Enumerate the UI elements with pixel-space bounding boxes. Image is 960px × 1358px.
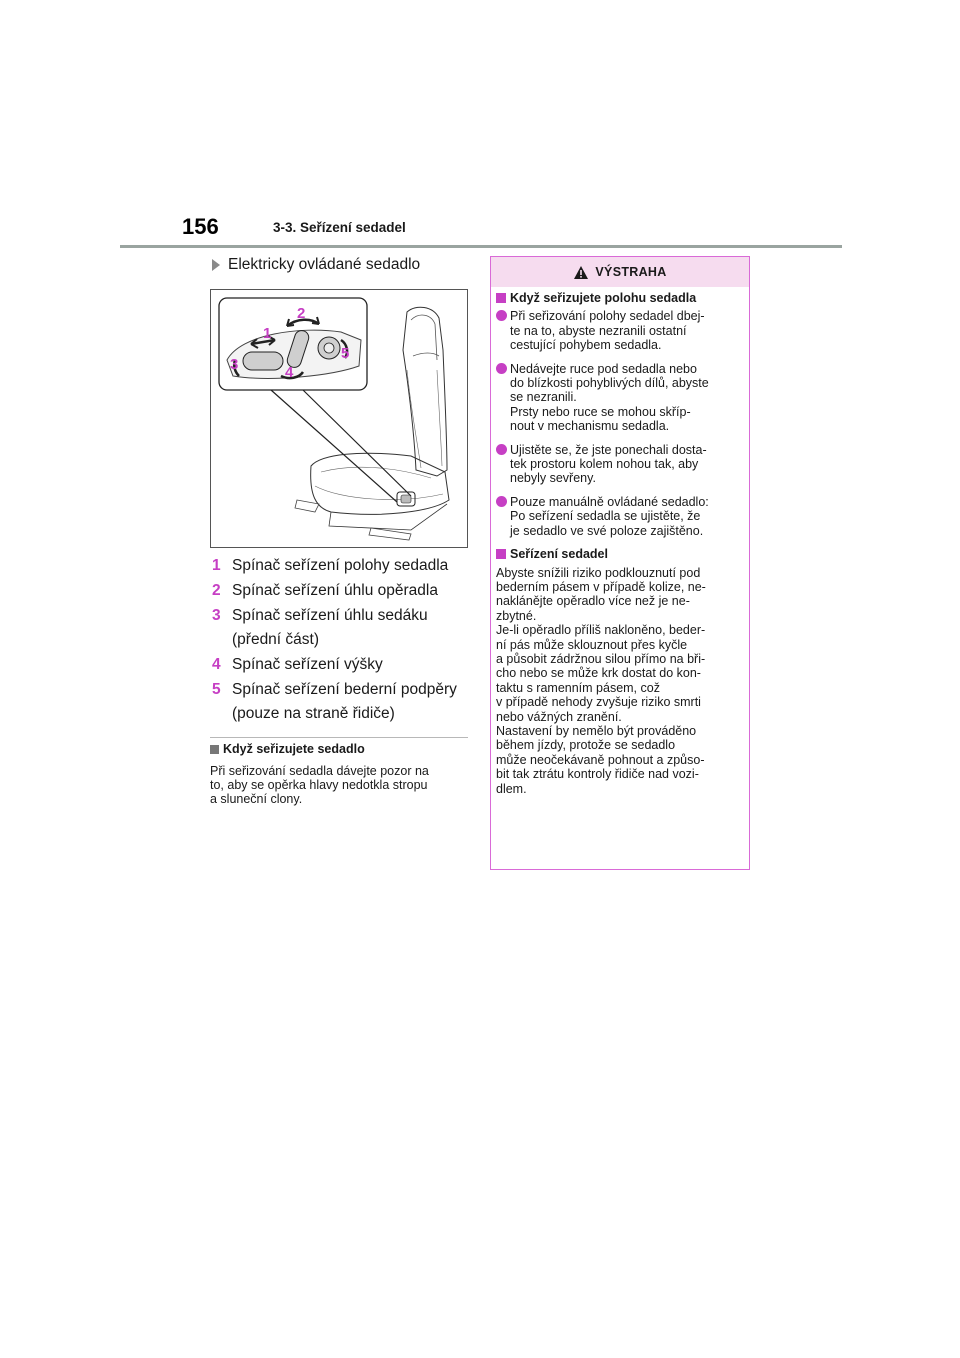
legend-text: Spínač seřízení polohy sedadla [232,557,449,574]
seat-illustration [210,289,468,548]
legend-number: 4 [212,656,221,673]
warning-section-heading [496,547,746,561]
callout-2: 2 [297,305,306,322]
note-heading [210,742,365,756]
square-bullet-icon [210,745,219,754]
legend-text: Spínač seřízení úhlu sedáku (přední část) [232,607,428,648]
warning-title: VÝSTRAHA [595,265,667,279]
legend-text: Spínač seřízení výšky [232,656,383,673]
warning-box [490,256,750,870]
warning-bullet [496,362,746,434]
header-divider [120,245,842,248]
dot-bullet-icon [496,363,507,374]
legend-item [212,554,474,578]
warning-bullet-text: Nedávejte ruce pod sedadla nebo do blízkosti pohyblivých dílů, abyste se nezranili. Prsty nebo ruce se mohou skříp- nout v mechanismu sedadla. [510,361,709,434]
legend-number: 3 [212,607,221,624]
warning-section-heading-text: Seřízení sedadel [510,547,608,562]
legend-text: Spínač seřízení bederní podpěry (pouze na straně řidiče) [232,681,457,722]
note-divider [210,737,468,738]
page-number: 156 [182,214,219,239]
dot-bullet-icon [496,444,507,455]
section-title: 3-3. Seřízení sedadel [273,220,406,235]
dot-bullet-icon [496,496,507,507]
triangle-bullet-icon [212,259,220,271]
dot-bullet-icon [496,310,507,321]
warning-bullet [496,443,746,486]
legend-number: 1 [212,557,221,574]
warning-content [496,291,746,796]
note-heading-text: Když seřizujete sedadlo [223,742,365,756]
warning-bullet-text: Pouze manuálně ovládané sedadlo: Po seřízení sedadla se ujistěte, že je sedadlo ve své poloze zajištěno. [510,494,709,538]
warning-bullet-text: Ujistěte se, že jste ponechali dosta- tek prostoru kolem nohou tak, aby nebyly sevřeny. [510,442,707,486]
legend-number: 5 [212,681,221,698]
warning-bullet-text: Při seřizování polohy sedadel dbej- te na to, abyste nezranili ostatní cestující pohybem sedadla. [510,309,705,353]
warning-section-heading-text: Když seřizujete polohu sedadla [510,291,697,305]
power-seat-drawing [211,290,467,547]
legend-text: Spínač seřízení úhlu opěradla [232,582,438,599]
callout-5: 5 [341,345,350,362]
legend-item [212,604,474,652]
legend-list [212,554,474,727]
sub-heading [212,256,420,274]
sub-heading-text: Elektricky ovládané sedadlo [228,256,421,273]
legend-item [212,579,474,603]
callout-1: 1 [263,325,272,342]
note-body: Při seřizování sedadla dávejte pozor na to, aby se opěrka hlavy nedotkla stropu a sluneční clony. [210,764,429,806]
legend-item [212,653,474,677]
callout-3: 3 [230,356,239,373]
callout-4: 4 [285,364,294,381]
warning-paragraph: Abyste snížili riziko podklouznutí pod bederním pásem v případě kolize, ne- naklánějte opěradlo více než je ne- zbytné. Je-li opěradlo příliš nakloněno, beder- ní pás může sklouznout přes kyčle a působit zádržnou silou přímo na bři- cho nebo se může krk dostat do kon- taktu s ramenním pásem, což v případě nehody zvyšuje riziko smrti nebo vážných zranění. Nastavení by nemělo být prováděno během jízdy, protože se sedadlo může neočekávaně pohnout a způso- bit tak ztrátu kontroly řidiče nad vozi- dlem. [496,565,706,796]
warning-bullet [496,309,746,352]
warning-section-heading [496,291,746,305]
legend-number: 2 [212,582,221,599]
warning-header [491,257,749,287]
legend-item [212,678,474,726]
square-bullet-icon [496,549,506,559]
warning-bullet [496,495,746,538]
square-bullet-icon [496,293,506,303]
warning-triangle-icon [573,265,589,280]
